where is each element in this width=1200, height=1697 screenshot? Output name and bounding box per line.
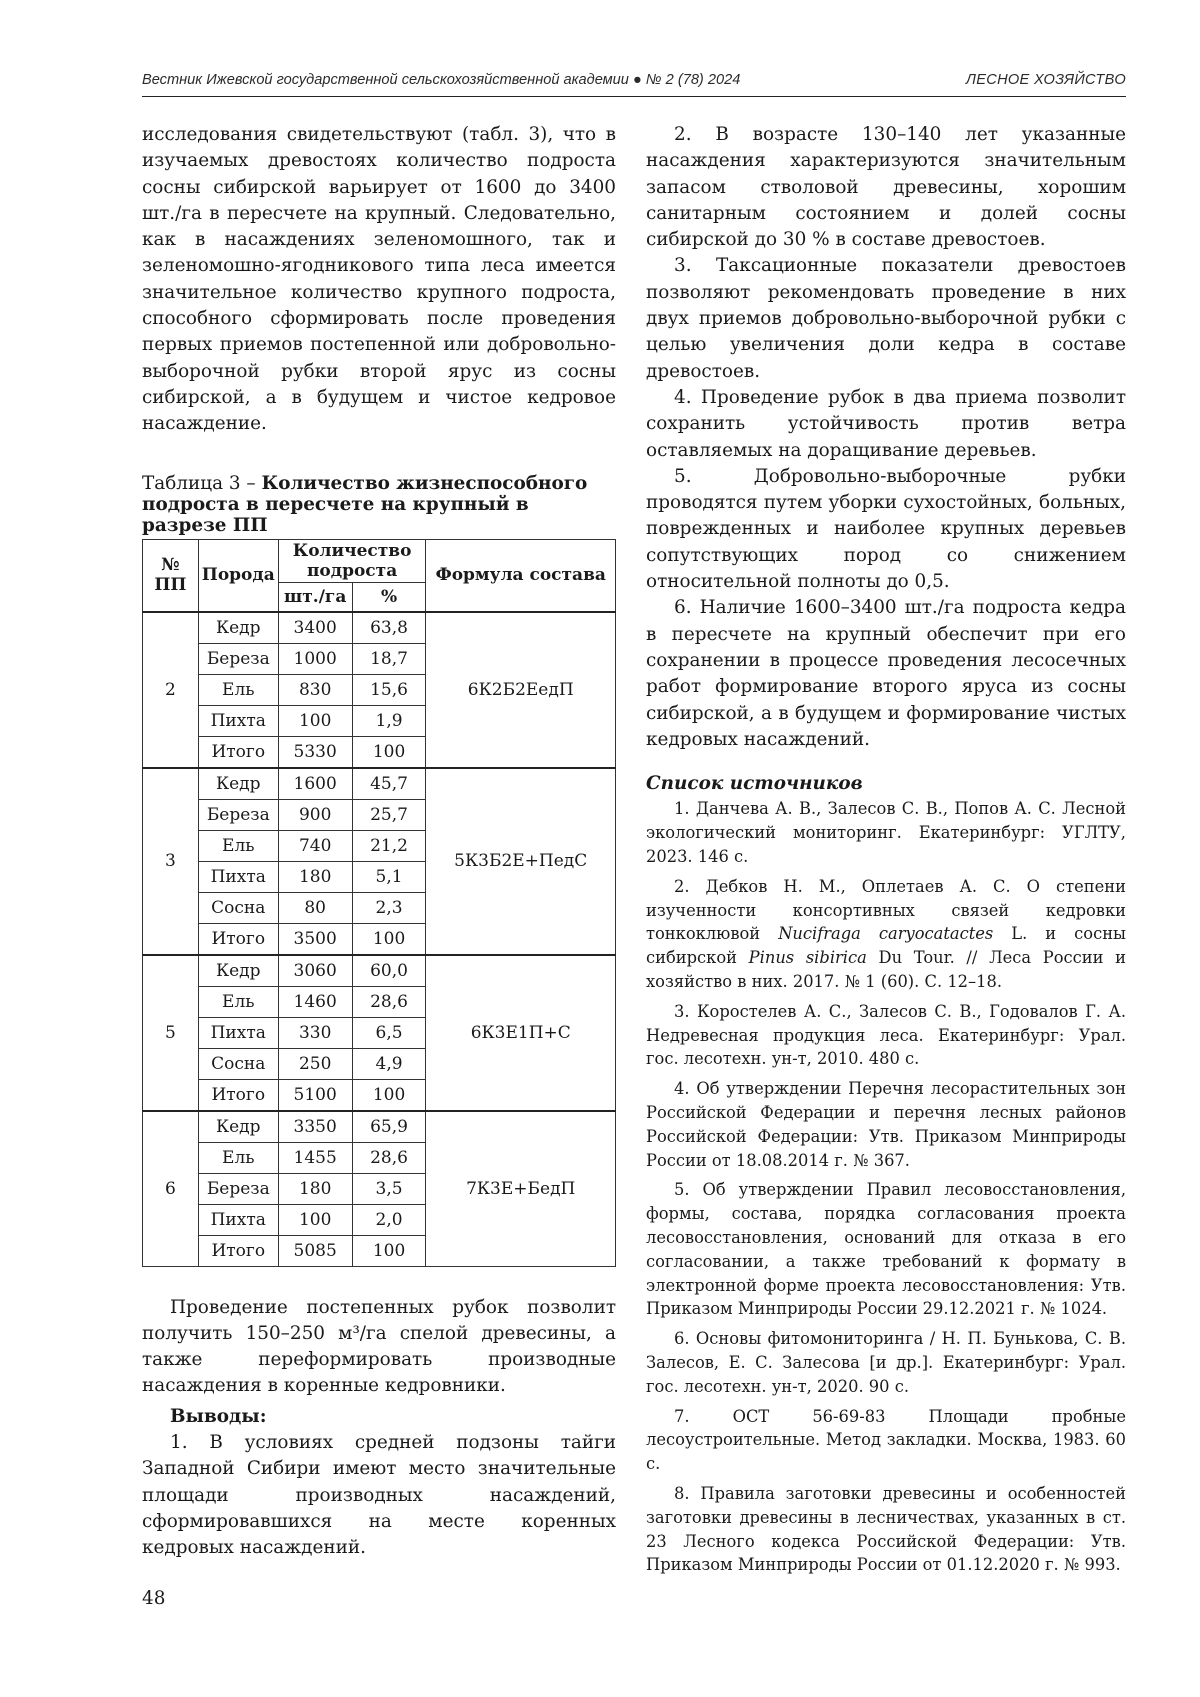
- count-cell: 1000: [278, 643, 352, 674]
- header-percent: %: [352, 582, 426, 612]
- conclusions-heading: Выводы:: [170, 1405, 267, 1427]
- conclusion-item: 2. В возрасте 130–140 лет указанные насаждения характеризуются значительным запасом стволовой древесины, хорошим санитарным состоянием и долей сосны сибирской до 30 % в составе древостоев.: [646, 124, 1126, 251]
- plot-number-cell: 6: [143, 1111, 199, 1267]
- right-column: [646, 122, 1126, 1583]
- header-species: Порода: [198, 539, 278, 612]
- table-caption: [142, 473, 616, 536]
- species-cell: Ель: [198, 674, 278, 705]
- header-num: № ПП: [143, 539, 199, 612]
- conclusion-item: 1. В условиях средней подзоны тайги Западной Сибири имеют место значительные площади производных насаждений, сформировавшихся на месте коренных кедровых насаждений.: [142, 1432, 616, 1559]
- percent-cell: 63,8: [352, 612, 426, 644]
- journal-title: Вестник Ижевской государственной сельскохозяйственной академии ● № 2 (78) 2024: [142, 72, 741, 88]
- count-cell: 3060: [278, 955, 352, 987]
- reference-item: 6. Основы фитомониторинга / Н. П. Бунькова, С. В. Залесов, Е. С. Залесова [и др.]. Екатеринбург: Урал. гос. лесотехн. ун-т, 2020. 90 с.: [646, 1329, 1126, 1396]
- running-header: [142, 70, 1126, 97]
- count-cell: 830: [278, 674, 352, 705]
- percent-cell: 100: [352, 1079, 426, 1111]
- percent-cell: 45,7: [352, 768, 426, 800]
- reference-item: 3. Коростелев А. С., Залесов С. В., Годовалов Г. А. Недревесная продукция леса. Екатеринбург: Урал. гос. лесотехн. ун-т, 2010. 480 с.: [646, 1001, 1126, 1069]
- count-cell: 250: [278, 1048, 352, 1079]
- conclusion-item: 3. Таксационные показатели древостоев позволяют рекомендовать проведение в них двух приемов добровольно-выборочной рубки с целью увеличения доли кедра в составе древостоев.: [646, 255, 1126, 382]
- percent-cell: 25,7: [352, 799, 426, 830]
- header-per-ha: шт./га: [278, 582, 352, 612]
- percent-cell: 6,5: [352, 1017, 426, 1048]
- species-cell: Итого: [198, 1079, 278, 1111]
- plot-number-cell: 5: [143, 955, 199, 1111]
- reference-item: 8. Правила заготовки древесины и особенностей заготовки древесины в лесничествах, указанных в ст. 23 Лесного кодекса Российской Федерации: Утв. Приказом Минприроды России от 01.12.2020 г. № 993.: [646, 1483, 1126, 1575]
- percent-cell: 100: [352, 923, 426, 955]
- species-cell: Итого: [198, 736, 278, 768]
- count-cell: 3400: [278, 612, 352, 644]
- species-cell: Итого: [198, 1235, 278, 1266]
- conclusion-item: 5. Добровольно-выборочные рубки проводятся путем уборки сухостойных, больных, поврежденных и наиболее крупных деревьев сопутствующих пород со снижением относительной полноты до 0,5.: [646, 465, 1126, 593]
- count-cell: 3350: [278, 1111, 352, 1143]
- count-cell: 1600: [278, 768, 352, 800]
- formula-cell: 6К2Б2ЕедП: [426, 612, 616, 768]
- count-cell: 1460: [278, 986, 352, 1017]
- table-row: [143, 1111, 616, 1143]
- count-cell: 5100: [278, 1079, 352, 1111]
- count-cell: 100: [278, 1204, 352, 1235]
- percent-cell: 4,9: [352, 1048, 426, 1079]
- species-cell: Кедр: [198, 1111, 278, 1143]
- header-formula: Формула состава: [426, 539, 616, 612]
- species-cell: Кедр: [198, 612, 278, 644]
- reference-text: 2. Дебков Н. М., Оплетаев А. С. О степени изученности консортивных связей кедровки тонкоклювой: [646, 876, 1126, 944]
- percent-cell: 28,6: [352, 986, 426, 1017]
- species-cell: Ель: [198, 830, 278, 861]
- percent-cell: 21,2: [352, 830, 426, 861]
- reference-item: 5. Об утверждении Правил лесовосстановления, формы, состава, порядка согласования проекта лесовосстановления, оснований для отказа в его согласовании, а также требований к формату в электронной форме проекта лесовосстановления: Утв. Приказом Минприроды России 29.12.2021 г. № 1024.: [646, 1180, 1126, 1319]
- count-cell: 3500: [278, 923, 352, 955]
- species-cell: Кедр: [198, 768, 278, 800]
- table-row: [143, 955, 616, 987]
- formula-cell: 7К3Е+БедП: [426, 1111, 616, 1267]
- table-caption-title: Количество жизнеспособного подроста в пересчете на крупный в разрезе ПП: [142, 472, 588, 536]
- count-cell: 5330: [278, 736, 352, 768]
- percent-cell: 18,7: [352, 643, 426, 674]
- percent-cell: 65,9: [352, 1111, 426, 1143]
- page-number: 48: [142, 1588, 166, 1609]
- plot-number-cell: 2: [143, 612, 199, 768]
- reference-item: [646, 875, 1126, 994]
- species-cell: Пихта: [198, 1017, 278, 1048]
- count-cell: 180: [278, 1173, 352, 1204]
- species-cell: Итого: [198, 923, 278, 955]
- percent-cell: 15,6: [352, 674, 426, 705]
- species-cell: Береза: [198, 1173, 278, 1204]
- species-cell: Пихта: [198, 1204, 278, 1235]
- species-cell: Береза: [198, 799, 278, 830]
- percent-cell: 2,3: [352, 892, 426, 923]
- reference-item: 4. Об утверждении Перечня лесорастительных зон Российской Федерации и перечня лесных районов Российской Федерации: Утв. Приказом Минприроды России от 18.08.2014 г. № 367.: [646, 1079, 1126, 1170]
- reference-latin-name: Pinus sibirica: [748, 948, 867, 968]
- species-cell: Пихта: [198, 705, 278, 736]
- species-cell: Ель: [198, 1142, 278, 1173]
- percent-cell: 28,6: [352, 1142, 426, 1173]
- seedling-table: [142, 539, 616, 1267]
- count-cell: 740: [278, 830, 352, 861]
- count-cell: 100: [278, 705, 352, 736]
- percent-cell: 3,5: [352, 1173, 426, 1204]
- table-row: [143, 768, 616, 800]
- conclusion-item: 6. Наличие 1600–3400 шт./га подроста кедра в пересчете на крупный обеспечит при его сохранении в процессе проведения лесосечных работ формирование второго яруса из сосны сибирской, а в будущем и формирование чистых кедровых насаждений.: [646, 597, 1126, 750]
- species-cell: Ель: [198, 986, 278, 1017]
- percent-cell: 100: [352, 1235, 426, 1266]
- reference-latin-name: Nucifraga caryocatactes: [778, 924, 994, 944]
- table-caption-prefix: Таблица 3 –: [142, 472, 262, 494]
- reference-item: 1. Данчева А. В., Залесов С. В., Попов А. С. Лесной экологический мониторинг. Екатеринбург: УГЛТУ, 2023. 146 с.: [646, 799, 1126, 867]
- references-heading: Список источников: [646, 773, 863, 795]
- count-cell: 180: [278, 861, 352, 892]
- count-cell: 900: [278, 799, 352, 830]
- reference-text: L. и сосны сибирской: [646, 924, 1127, 968]
- species-cell: Сосна: [198, 1048, 278, 1079]
- table-row: [143, 612, 616, 644]
- header-quantity: Количество подроста: [278, 539, 426, 582]
- species-cell: Береза: [198, 643, 278, 674]
- percent-cell: 1,9: [352, 705, 426, 736]
- species-cell: Сосна: [198, 892, 278, 923]
- formula-cell: 5К3Б2Е+ПедС: [426, 768, 616, 955]
- percent-cell: 2,0: [352, 1204, 426, 1235]
- body-paragraph: исследования свидетельствуют (табл. 3), что в изучаемых древостоях количество подроста сосны сибирской варьирует от 1600 до 3400 шт./га в пересчете на крупный. Следовательно, как в насаждениях зеленомошного, так и зеленомошно-ягодникового типа леса имеется значительное количество крупного подроста, способного сформировать после проведения первых приемов постепенной или добровольно-выборочной рубки второй ярус из сосны сибирской, а в будущем и чистое кедровое насаждение.: [142, 124, 616, 435]
- section-title: ЛЕСНОЕ ХОЗЯЙСТВО: [965, 72, 1126, 88]
- reference-item: 7. ОСТ 56-69-83 Площади пробные лесоустроительные. Метод закладки. Москва, 1983. 60 с.: [646, 1406, 1126, 1474]
- species-cell: Кедр: [198, 955, 278, 987]
- species-cell: Пихта: [198, 861, 278, 892]
- conclusion-item: 4. Проведение рубок в два приема позволит сохранить устойчивость против ветра оставляемых на доращивание деревьев.: [646, 386, 1126, 461]
- count-cell: 80: [278, 892, 352, 923]
- left-column: [142, 122, 616, 1562]
- body-paragraph: Проведение постепенных рубок позволит получить 150–250 м³/га спелой древесины, а также переформировать производные насаждения в коренные кедровники.: [142, 1296, 616, 1397]
- percent-cell: 100: [352, 736, 426, 768]
- percent-cell: 5,1: [352, 861, 426, 892]
- formula-cell: 6К3Е1П+С: [426, 955, 616, 1111]
- count-cell: 1455: [278, 1142, 352, 1173]
- count-cell: 330: [278, 1017, 352, 1048]
- percent-cell: 60,0: [352, 955, 426, 987]
- count-cell: 5085: [278, 1235, 352, 1266]
- plot-number-cell: 3: [143, 768, 199, 955]
- reference-text: Du Tour. // Леса России и хозяйство в них. 2017. № 1 (60). С. 12–18.: [646, 948, 1127, 991]
